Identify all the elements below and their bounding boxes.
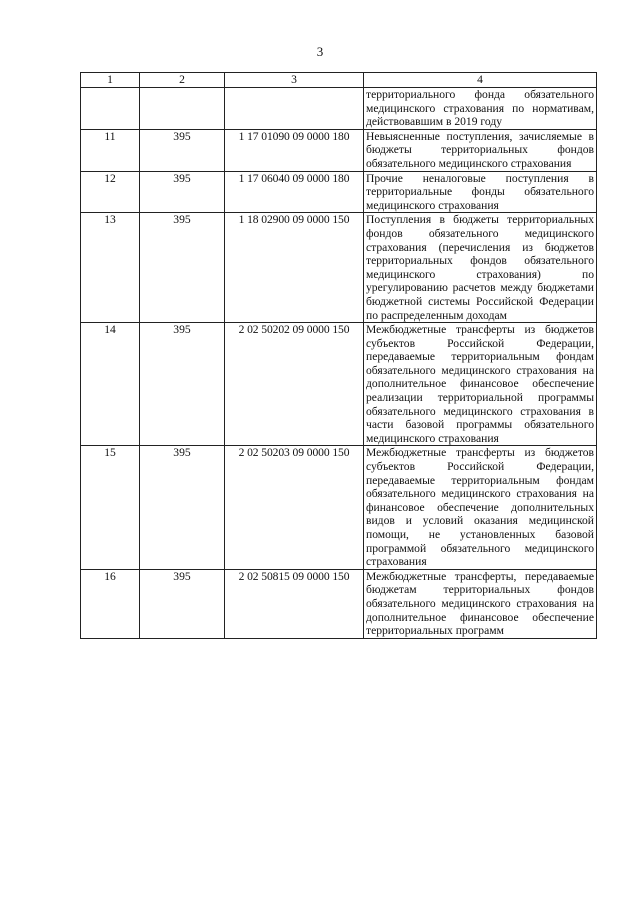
- column-header-2: 2: [140, 73, 225, 88]
- revenue-codes-table: [80, 72, 597, 639]
- revenue-code-cell: 2 02 50815 09 0000 150: [225, 569, 364, 638]
- column-header-1: 1: [81, 73, 140, 88]
- table-row: [81, 129, 597, 171]
- num-cell: 14: [81, 323, 140, 446]
- admin-code-cell: 395: [140, 446, 225, 569]
- admin-code-cell: 395: [140, 213, 225, 323]
- admin-code-cell: 395: [140, 569, 225, 638]
- description-cell: Прочие неналоговые поступления в территориальные фонды обязательного медицинского страхования: [364, 171, 597, 213]
- num-cell: [81, 88, 140, 130]
- table-row: [81, 171, 597, 213]
- description-cell: Невыясненные поступления, зачисляемые в бюджеты территориальных фондов обязательного медицинского страхования: [364, 129, 597, 171]
- revenue-code-cell: 1 17 06040 09 0000 180: [225, 171, 364, 213]
- description-cell: Межбюджетные трансферты из бюджетов субъектов Российской Федерации, передаваемые территориальным фондам обязательного медицинского страхования на финансовое обеспечение дополнительных видов и условий оказания медицинской помощи, не установленных базовой программой обязательного медицинского страхования: [364, 446, 597, 569]
- revenue-code-cell: 1 17 01090 09 0000 180: [225, 129, 364, 171]
- table-row: [81, 569, 597, 638]
- description-cell: территориального фонда обязательного медицинского страхования по нормативам, действовавшим в 2019 году: [364, 88, 597, 130]
- table-row: [81, 213, 597, 323]
- page-number: 3: [316, 44, 324, 59]
- num-cell: 15: [81, 446, 140, 569]
- table-header-row: [81, 73, 597, 88]
- num-cell: 13: [81, 213, 140, 323]
- description-cell: Поступления в бюджеты территориальных фондов обязательного медицинского страхования (перечисления из бюджетов территориальных фондов обязательного медицинского страхования) по урегулированию расчетов между бюджетами бюджетной системы Российской Федерации по распределенным доходам: [364, 213, 597, 323]
- admin-code-cell: [140, 88, 225, 130]
- table-row: [81, 446, 597, 569]
- column-header-3: 3: [225, 73, 364, 88]
- revenue-code-cell: [225, 88, 364, 130]
- table-row-continuation: [81, 88, 597, 130]
- num-cell: 11: [81, 129, 140, 171]
- admin-code-cell: 395: [140, 171, 225, 213]
- description-cell: Межбюджетные трансферты из бюджетов субъектов Российской Федерации, передаваемые территориальным фондам обязательного медицинского страхования на дополнительное финансовое обеспечение реализации территориальной программы обязательного медицинского страхования в части базовой программы обязательного медицинского страхования: [364, 323, 597, 446]
- admin-code-cell: 395: [140, 323, 225, 446]
- revenue-code-cell: 2 02 50202 09 0000 150: [225, 323, 364, 446]
- revenue-code-cell: 1 18 02900 09 0000 150: [225, 213, 364, 323]
- revenue-code-cell: 2 02 50203 09 0000 150: [225, 446, 364, 569]
- num-cell: 16: [81, 569, 140, 638]
- table-row: [81, 323, 597, 446]
- description-cell: Межбюджетные трансферты, передаваемые бюджетам территориальных фондов обязательного медицинского страхования на дополнительное финансовое обеспечение территориальных программ: [364, 569, 597, 638]
- admin-code-cell: 395: [140, 129, 225, 171]
- num-cell: 12: [81, 171, 140, 213]
- column-header-4: 4: [364, 73, 597, 88]
